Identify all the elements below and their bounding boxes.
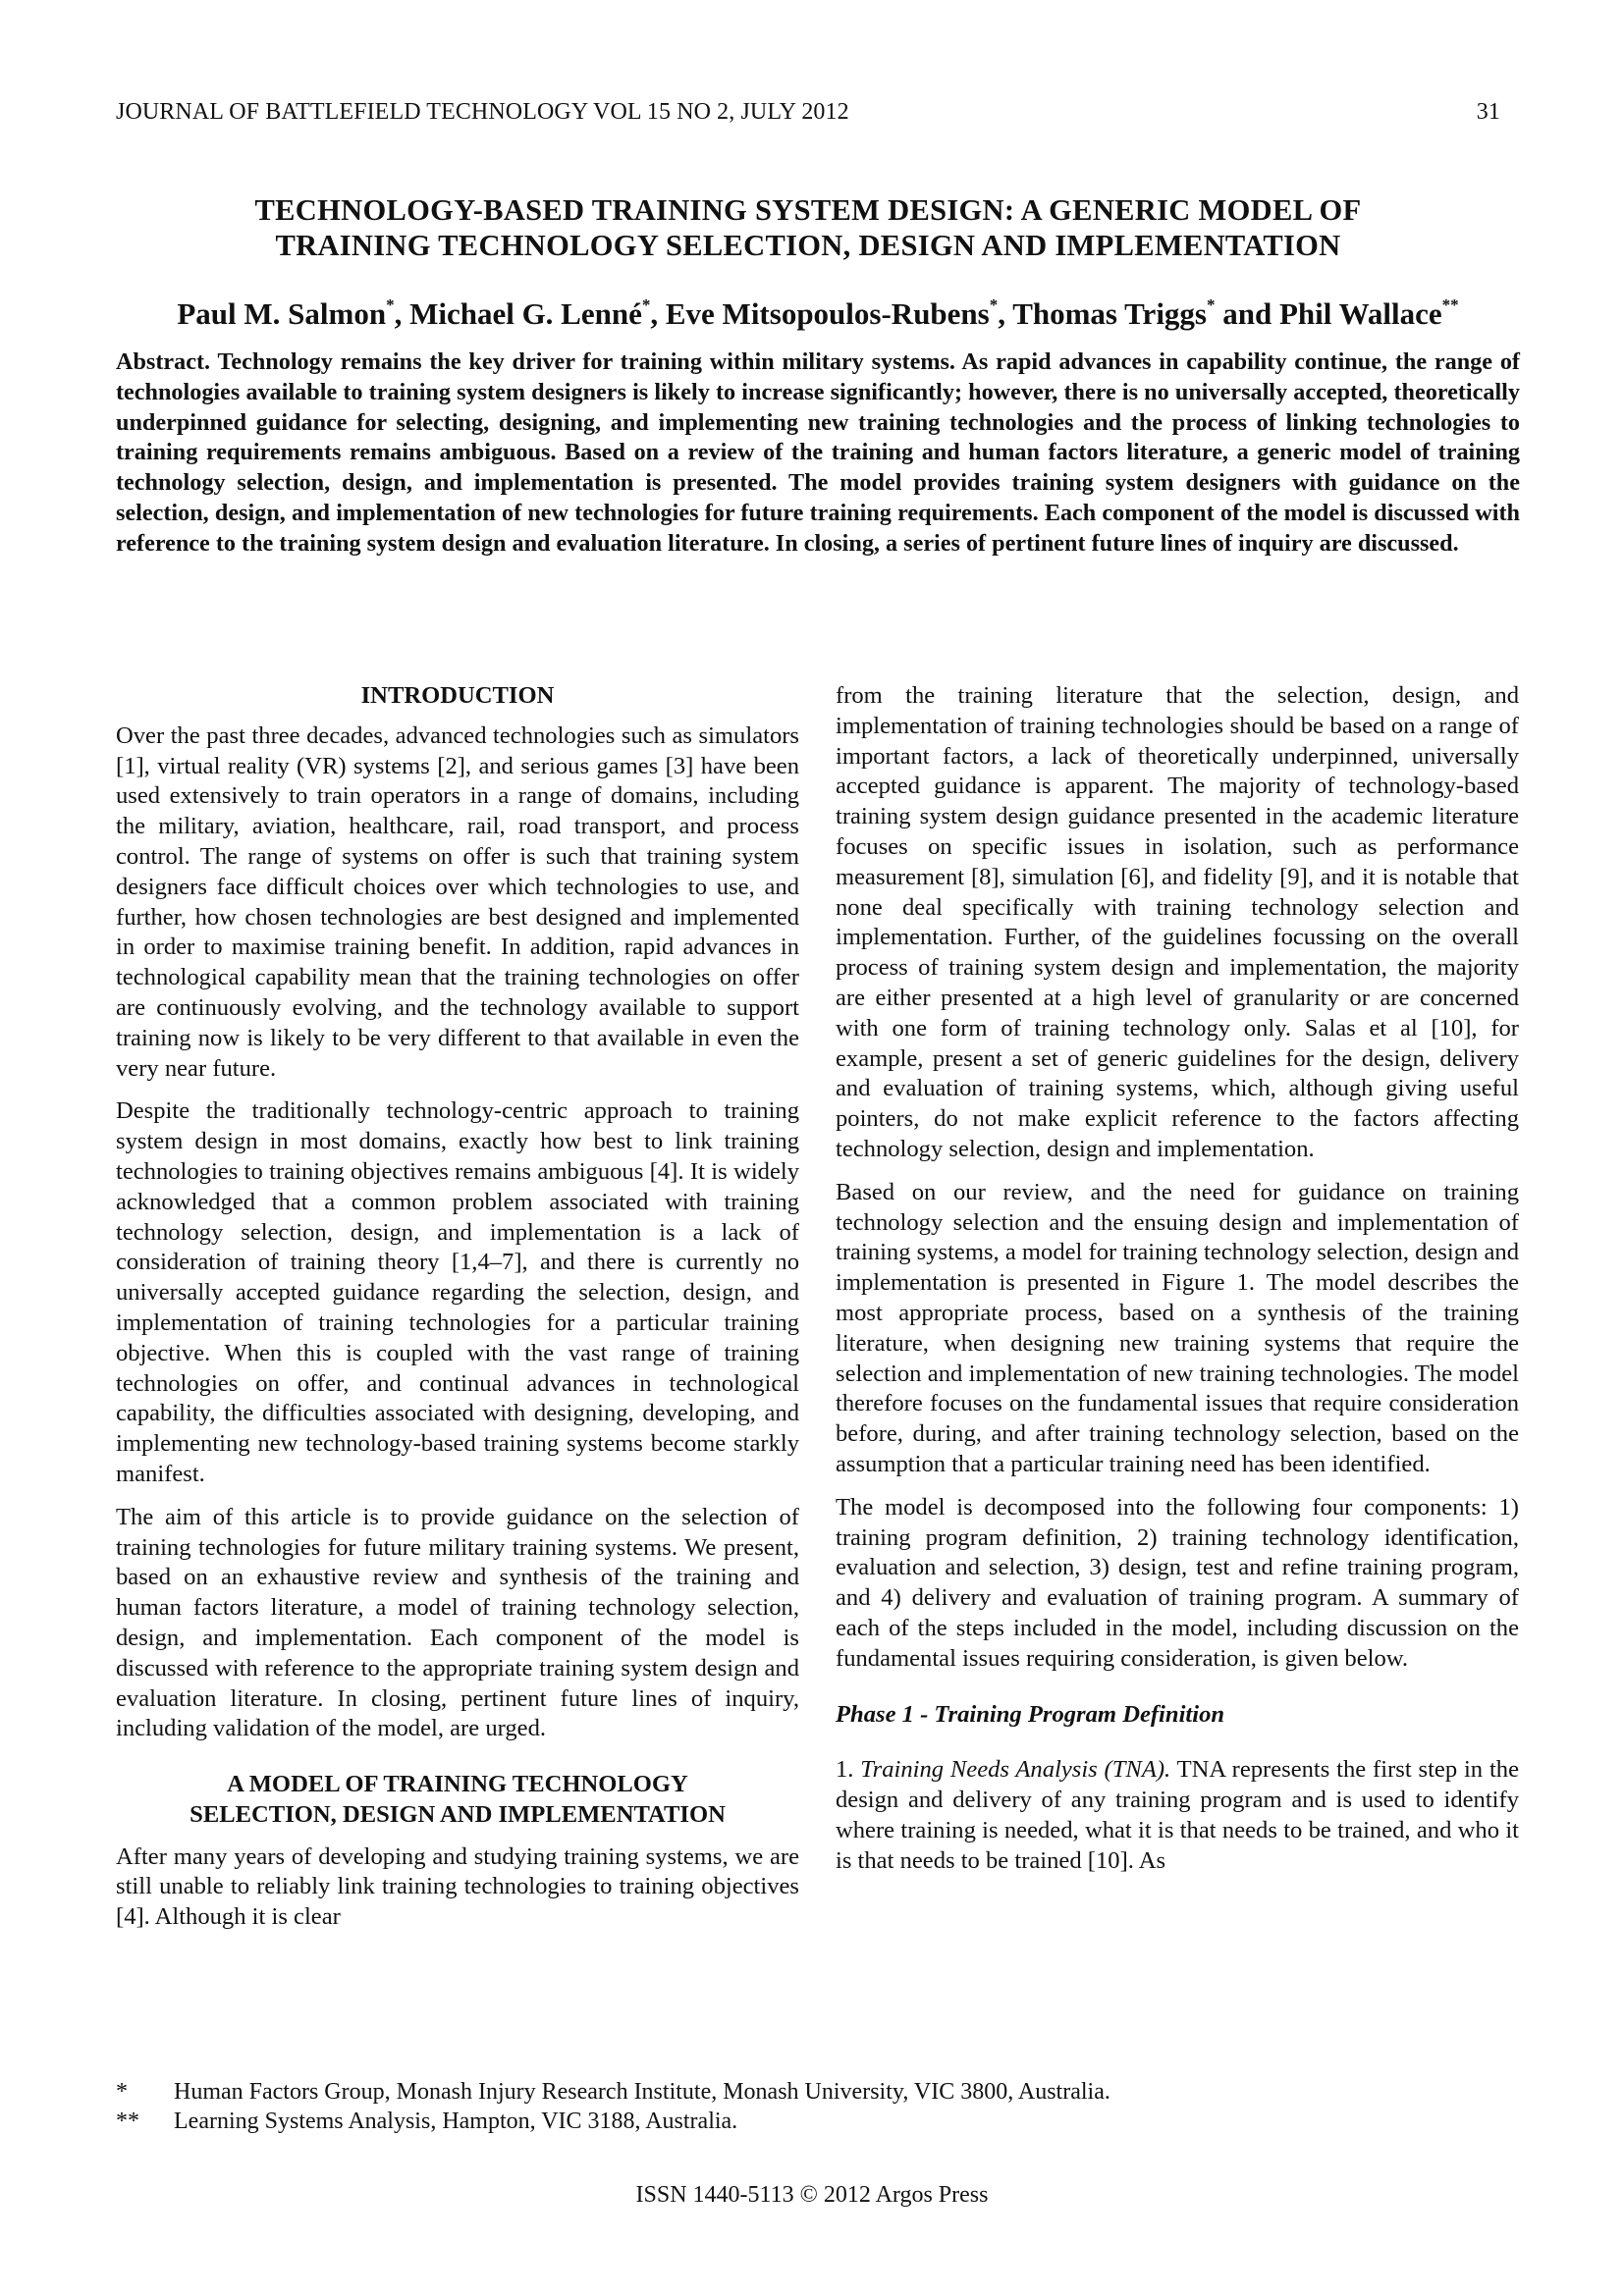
paragraph: from the training literature that the selection, design, and implementation of training technologies should be based on a range of important factors, a lack of theoretically underpinned, universally accepted guidance is apparent. The majority of technology-based training system design guidance presented in the academic literature focuses on specific issues in isolation, such as performance measurement [8], simulation [6], and fidelity [9], and it is notable that none deal specifically with training technology selection and implementation. Further, of the guidelines focussing on the overall process of training system design and implementation, the majority are either presented at a high level of granularity or are concerned with one form of training technology only. Salas et al [10], for example, present a set of generic guidelines for the design, delivery and evaluation of training systems, which, although giving useful pointers, do not make explicit reference to the factors affecting technology selection, design and implementation. xyxy=(836,682,1519,1162)
affiliation-mark: * xyxy=(641,295,651,314)
author-name: Thomas Triggs xyxy=(1012,296,1207,331)
abstract xyxy=(116,347,1520,560)
section-heading-model xyxy=(116,1770,799,1831)
journal-citation: JOURNAL OF BATTLEFIELD TECHNOLOGY VOL 15 NO 2, JULY 2012 xyxy=(116,99,849,125)
footnote-text: Learning Systems Analysis, Hampton, VIC 3188, Australia. xyxy=(174,2109,738,2134)
tna-text: TNA represents the first step in the design and delivery of any training program and is used to identify where training is needed, what it is that needs to be trained, and who it is that needs to be trained [10]. As xyxy=(836,1756,1519,1874)
author-name: Phil Wallace xyxy=(1278,296,1442,331)
paragraph: Over the past three decades, advanced technologies such as simulators [1], virtual reality (VR) systems [2], and serious games [3] have been used extensively to train operators in a range of domains, including the military, aviation, healthcare, rail, road transport, and process control. The range of systems on offer is such that training system designers face difficult choices over which technologies to use, and further, how chosen technologies are best designed and implemented in order to maximise training benefit. In addition, rapid advances in technological capability mean that the training technologies on offer are continuously evolving, and the technology available to support training now is likely to be very different to that available in even the very near future. xyxy=(116,721,799,1082)
subsection-heading-phase-1: Phase 1 - Training Program Definition xyxy=(836,1700,1225,1728)
title-line-2: TRAINING TECHNOLOGY SELECTION, DESIGN AND IMPLEMENTATION xyxy=(275,229,1341,262)
affiliation-mark: * xyxy=(386,295,395,314)
author-separator: and xyxy=(1215,296,1279,331)
issn-copyright: ISSN 1440-5113 © 2012 Argos Press xyxy=(635,2182,989,2208)
left-column xyxy=(116,681,799,1946)
affiliation-footnotes xyxy=(116,2077,1520,2136)
term-tna: Training Needs Analysis (TNA). xyxy=(860,1756,1171,1784)
affiliation-mark: * xyxy=(1207,295,1216,314)
affiliation-mark: * xyxy=(989,295,999,314)
author-separator: , xyxy=(998,296,1013,331)
paragraph: The aim of this article is to provide guidance on the selection of training technologies for future military training systems. We present, based on an exhaustive review and synthesis of the training and human factors literature, a model of training technology selection, design, and implementation. Each component of the model is discussed with reference to the appropriate training system design and evaluation literature. In closing, pertinent future lines of inquiry, including validation of the model, are urged. xyxy=(116,1503,799,1742)
author-separator: , xyxy=(394,296,410,331)
running-head xyxy=(116,98,1500,126)
abstract-label: Abstract. xyxy=(116,348,211,375)
author-name: Michael G. Lenné xyxy=(409,296,642,331)
paragraph: After many years of developing and studying training systems, we are still unable to reliably link training technologies to training objectives [4]. Although it is clear xyxy=(116,1842,799,1931)
footnote-mark: ** xyxy=(116,2109,139,2134)
page-footer xyxy=(0,2181,1624,2209)
paragraph: The model is decomposed into the following four components: 1) training program definition, 2) training technology identification, evaluation and selection, 3) design, test and refine training program, and 4) delivery and evaluation of training program. A summary of each of the steps included in the model, including discussion on the fundamental issues requiring consideration, is given below. xyxy=(836,1493,1519,1672)
title-line-1: TECHNOLOGY-BASED TRAINING SYSTEM DESIGN: A GENERIC MODEL OF xyxy=(254,193,1362,227)
paragraph: Despite the traditionally technology-centric approach to training system design in most domains, exactly how best to link training technologies to training objectives remains ambiguous [4]. It is widely acknowledged that a common problem associated with training technology selection, design, and implementation is a lack of consideration of training theory [1,4–7], and there is currently no universally accepted guidance regarding the selection, design, and implementation of training technologies for a particular training objective. When this is coupled with the vast range of training technologies on offer, and continual advances in technological capability, the difficulties associated with designing, developing, and implementing new technology-based training systems become starkly manifest. xyxy=(116,1097,799,1487)
paragraph: Based on our review, and the need for guidance on training technology selection and the ensuing design and implementation of training systems, a model for training technology selection, design and implementation is presented in Figure 1. The model describes the most appropriate process, based on a synthesis of the training literature, when designing new training systems that require the selection and implementation of new training technologies. The model therefore focuses on the fundamental issues that require consideration before, during, and after training technology selection, based on the assumption that a particular training need has been identified. xyxy=(836,1178,1519,1477)
author-name: Eve Mitsopoulos-Rubens xyxy=(665,296,990,331)
page-number: 31 xyxy=(1476,99,1500,125)
section-heading-introduction: INTRODUCTION xyxy=(360,682,555,709)
section-heading-line: SELECTION, DESIGN AND IMPLEMENTATION xyxy=(189,1800,726,1828)
list-number: 1. xyxy=(836,1756,854,1784)
article-title xyxy=(116,192,1500,263)
footnote xyxy=(116,2077,1520,2107)
right-column xyxy=(836,681,1519,1889)
author-list xyxy=(116,296,1520,332)
author-name: Paul M. Salmon xyxy=(177,296,387,331)
footnote-text: Human Factors Group, Monash Injury Research Institute, Monash University, VIC 3800, Australia. xyxy=(174,2079,1110,2105)
paragraph-tna xyxy=(836,1755,1519,1876)
affiliation-mark: ** xyxy=(1441,295,1459,314)
author-separator: , xyxy=(650,296,666,331)
abstract-text: Technology remains the key driver for training within military systems. As rapid advances in capability continue, the range of technologies available to training system designers is likely to increase significantly; however, there is no universally accepted, theoretically underpinned guidance for selecting, designing, and implementing new training technologies and the process of linking technologies to training requirements remains ambiguous. Based on a review of the training and human factors literature, a generic model of training technology selection, design, and implementation is presented. The model provides training system designers with guidance on the selection, design, and implementation of new technologies for future training requirements. Each component of the model is discussed with reference to the training system design and evaluation literature. In closing, a series of pertinent future lines of inquiry are discussed. xyxy=(116,348,1520,557)
section-heading-line: A MODEL OF TRAINING TECHNOLOGY xyxy=(227,1771,688,1798)
footnote-mark: * xyxy=(116,2079,128,2105)
footnote xyxy=(116,2107,1520,2136)
